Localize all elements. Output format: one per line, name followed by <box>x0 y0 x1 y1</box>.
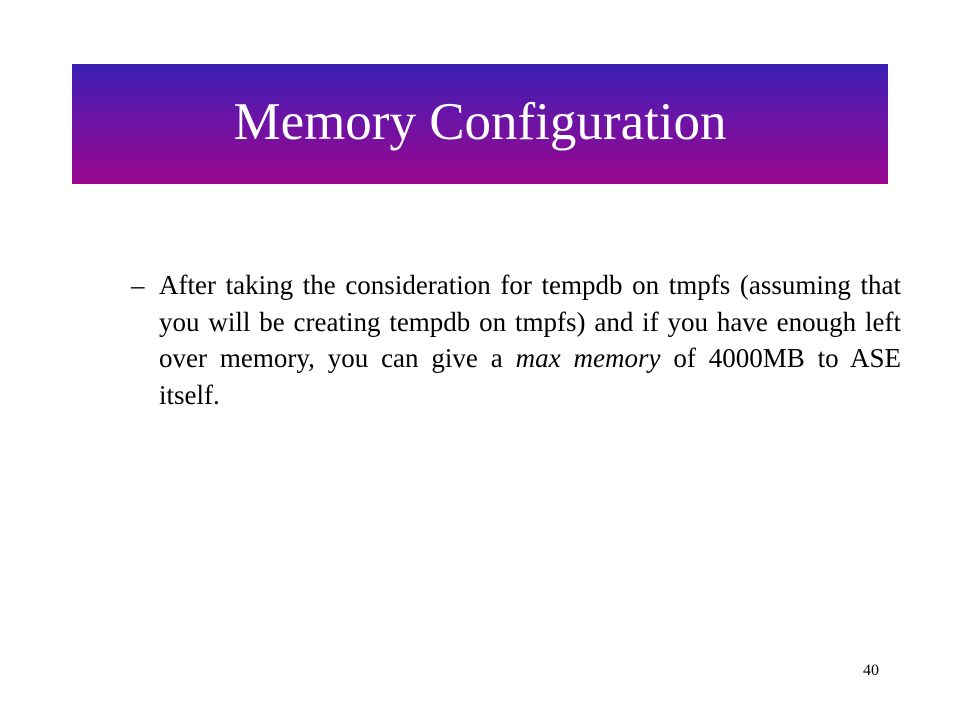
page-number: 40 <box>863 662 879 679</box>
title-banner <box>72 64 888 184</box>
bullet-text-lead: After taking the consideration for tempdb on tmpfs (assuming that you will be creating tempdb on tmpfs) and if you have enough left over memory, you can give a <box>159 270 901 373</box>
bullet-text-tail: of 4000MB to ASE itself. <box>159 343 902 410</box>
slide-title: Memory Configuration <box>233 93 727 151</box>
bullet-dash-marker: – <box>131 270 145 300</box>
bullet-text <box>159 267 901 413</box>
bullet-italic-term: max memory <box>515 343 661 373</box>
